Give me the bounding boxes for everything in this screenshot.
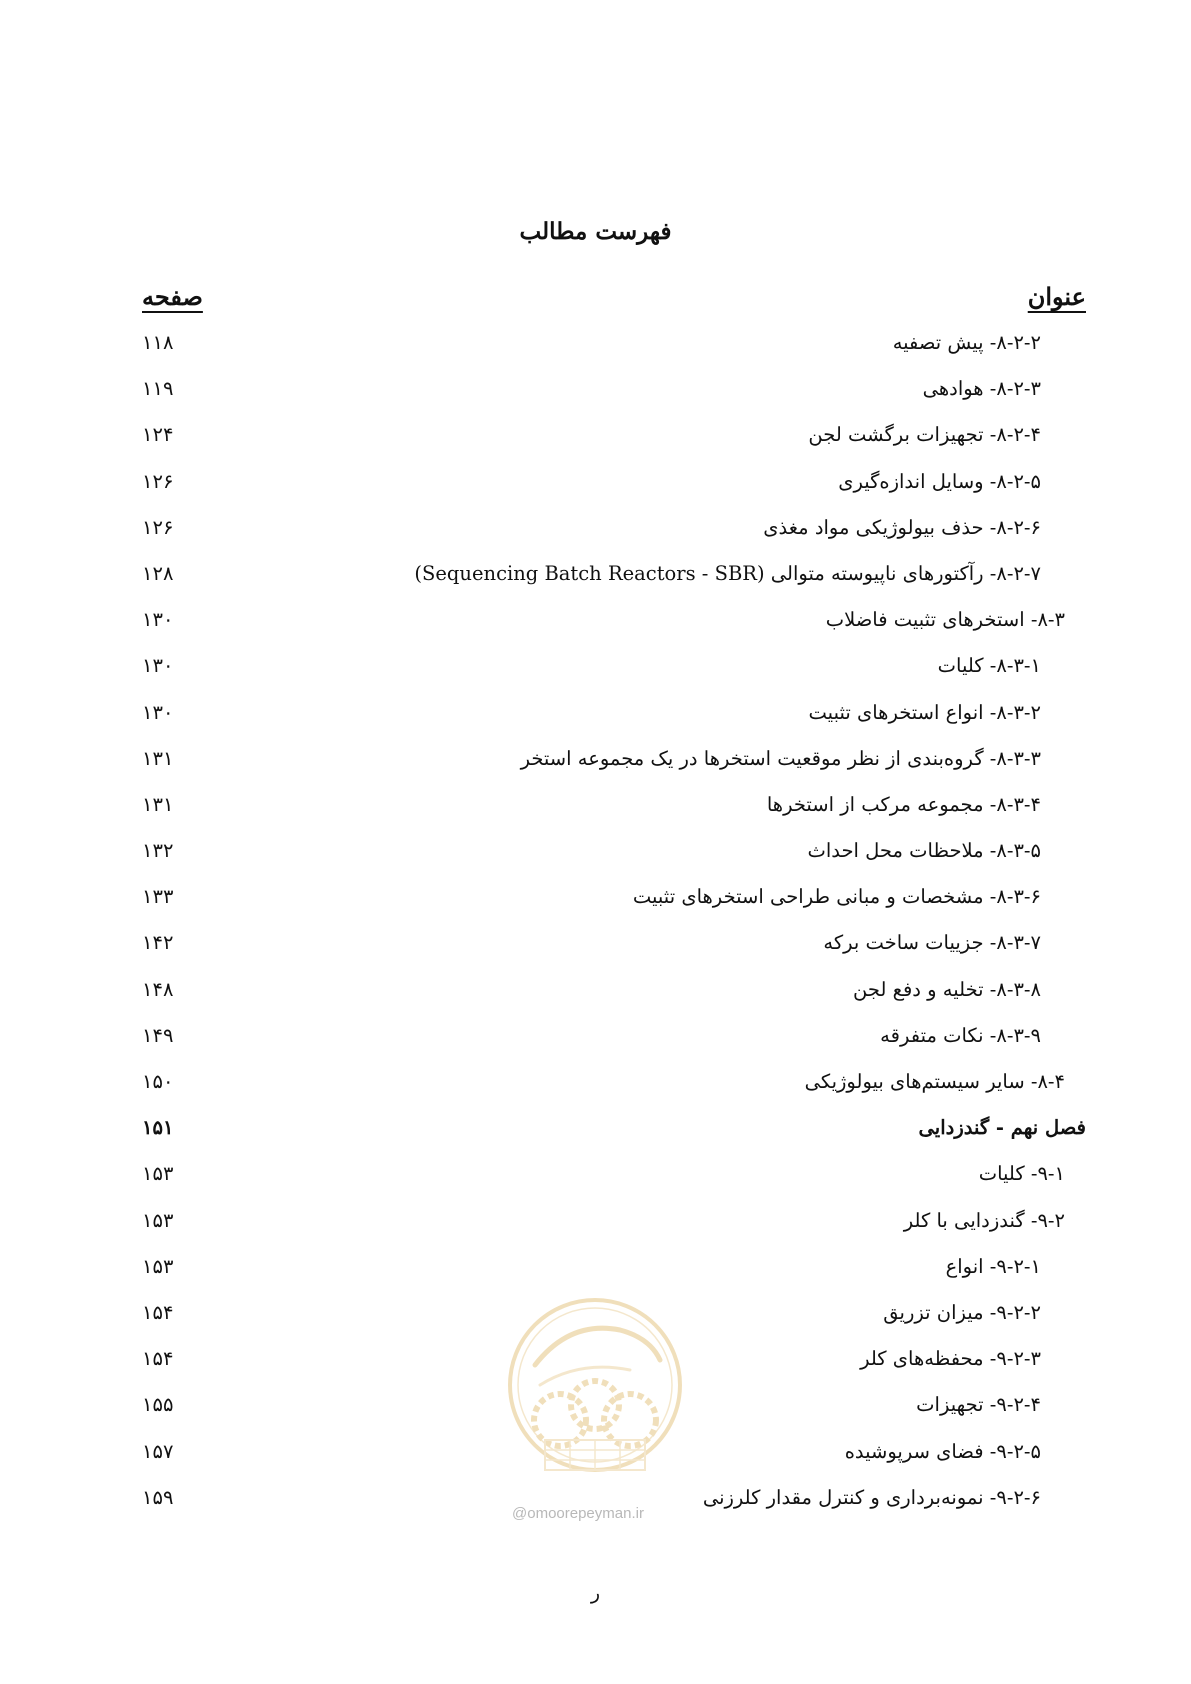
toc-entry-title: ۸-۲-۲- پیش تصفیه <box>892 331 1041 354</box>
toc-entry-page: ۱۳۰ <box>142 608 174 632</box>
toc-entry <box>0 513 1191 559</box>
toc-entry <box>0 559 1191 605</box>
toc-entry-title: ۹-۲-۱- انواع <box>945 1254 1041 1278</box>
toc-entry-title: ۸-۲-۴- تجهیزات برگشت لجن <box>808 423 1041 447</box>
toc-entry-page: ۱۲۴ <box>142 423 174 447</box>
toc-entry <box>0 420 1191 466</box>
toc-entry <box>0 882 1191 928</box>
toc-entry <box>0 928 1191 974</box>
toc-entry-title: ۸-۳-۲- انواع استخرهای تثبیت <box>808 700 1041 724</box>
toc-entry-page: ۱۵۳ <box>142 1208 174 1232</box>
toc-entry-page: ۱۲۶ <box>142 469 174 493</box>
toc-entry <box>0 975 1191 1021</box>
toc-entry <box>0 1021 1191 1067</box>
toc-entry-page: ۱۳۰ <box>142 700 174 724</box>
toc-entry-title: ۸-۲-۳- هوادهی <box>922 377 1041 401</box>
toc-entry-page: ۱۴۲ <box>142 931 174 955</box>
toc-entry-page: ۱۳۳ <box>142 885 174 909</box>
toc-entry-title: ۸-۲-۵- وسایل اندازه‌گیری <box>838 469 1041 493</box>
page-title: فهرست مطالب <box>519 218 672 245</box>
toc-entry <box>0 698 1191 744</box>
toc-entry-title: ۹-۲- گندزدایی با کلر <box>903 1208 1065 1232</box>
toc-entry <box>0 744 1191 790</box>
toc-entry <box>0 836 1191 882</box>
toc-entry-page: ۱۵۱ <box>142 1116 174 1140</box>
toc-entry-page: ۱۵۴ <box>142 1300 174 1324</box>
page-number: ر <box>590 1582 601 1604</box>
toc-entry <box>0 374 1191 420</box>
toc-entry-title: ۸-۲-۶- حذف بیولوژیکی مواد مغذی <box>763 515 1041 539</box>
toc-entry-page: ۱۵۳ <box>142 1254 174 1278</box>
toc-entry-page: ۱۵۴ <box>142 1347 174 1371</box>
toc-entry <box>0 1159 1191 1205</box>
toc-entry-page: ۱۵۵ <box>142 1393 174 1417</box>
toc-entry <box>0 605 1191 651</box>
toc-entry-page: ۱۱۸ <box>142 331 174 354</box>
toc-entry-title: ۹-۲-۵- فضای سرپوشیده <box>844 1439 1041 1463</box>
toc-entry <box>0 328 1191 374</box>
toc-entry-title: ۸-۳- استخرهای تثبیت فاضلاب <box>825 608 1065 632</box>
toc-entry-page: ۱۱۹ <box>142 377 174 401</box>
toc-entry-page: ۱۳۰ <box>142 654 174 678</box>
toc-entry-page: ۱۲۶ <box>142 515 174 539</box>
toc-entry-title: ۸-۳-۷- جزییات ساخت برکه <box>823 931 1041 955</box>
watermark-text: @omoorepeyman.ir <box>512 1505 644 1522</box>
column-header-page: صفحه <box>142 282 203 311</box>
toc-entry <box>0 1206 1191 1252</box>
toc-entry-title: ۸-۴- سایر سیستم‌های بیولوژیکی <box>804 1070 1065 1093</box>
column-header-title: عنوان <box>1027 282 1086 311</box>
toc-entry-page: ۱۵۳ <box>142 1162 174 1186</box>
toc-entry <box>0 467 1191 513</box>
toc-entry-page: ۱۵۰ <box>142 1070 174 1093</box>
watermark-logo-icon <box>500 1290 690 1500</box>
toc-entry-title: ۹-۱- کلیات <box>978 1162 1065 1186</box>
toc-entry-title: ۸-۳-۴- مجموعه مرکب از استخرها <box>766 792 1041 816</box>
toc-entry <box>0 790 1191 836</box>
toc-entry-title: ۸-۳-۶- مشخصات و مبانی طراحی استخرهای تثبیت <box>632 885 1041 909</box>
toc-entry-title: ۸-۲-۷- رآکتورهای ناپیوسته متوالی (Sequencing Batch Reactors - SBR) <box>414 561 1041 585</box>
toc-entry-page: ۱۳۱ <box>142 746 174 770</box>
toc-entry <box>0 1113 1191 1159</box>
toc-entry-title: ۸-۳-۱- کلیات <box>937 654 1041 678</box>
toc-entry-title: ۹-۲-۴- تجهیزات <box>916 1393 1041 1417</box>
toc-entry-page: ۱۴۹ <box>142 1023 174 1047</box>
toc-entry-page: ۱۴۸ <box>142 977 174 1001</box>
toc-entry-page: ۱۳۲ <box>142 839 174 863</box>
toc-entry-title: ۸-۳-۳- گروه‌بندی از نظر موقعیت استخرها در یک مجموعه استخر <box>520 746 1041 770</box>
toc-entry-page: ۱۲۸ <box>142 561 174 585</box>
toc-entry-title: ۹-۲-۲- میزان تزریق <box>883 1300 1041 1324</box>
toc-entry-page: ۱۵۹ <box>142 1485 174 1509</box>
toc-entry-title: ۹-۲-۶- نمونه‌برداری و کنترل مقدار کلرزنی <box>702 1485 1041 1509</box>
toc-entry-title: ۸-۳-۹- نکات متفرقه <box>880 1023 1041 1047</box>
toc-entry-title: ۹-۲-۳- محفظه‌های کلر <box>860 1347 1041 1371</box>
toc-entry <box>0 651 1191 697</box>
toc-entry-title: فصل نهم - گندزدایی <box>918 1116 1086 1140</box>
toc-entry-title: ۸-۳-۸- تخلیه و دفع لجن <box>853 977 1041 1001</box>
toc-entry-title: ۸-۳-۵- ملاحظات محل احداث <box>807 839 1041 863</box>
toc-entry <box>0 1067 1191 1113</box>
toc-entry-page: ۱۳۱ <box>142 792 174 816</box>
toc-entry-page: ۱۵۷ <box>142 1439 174 1463</box>
